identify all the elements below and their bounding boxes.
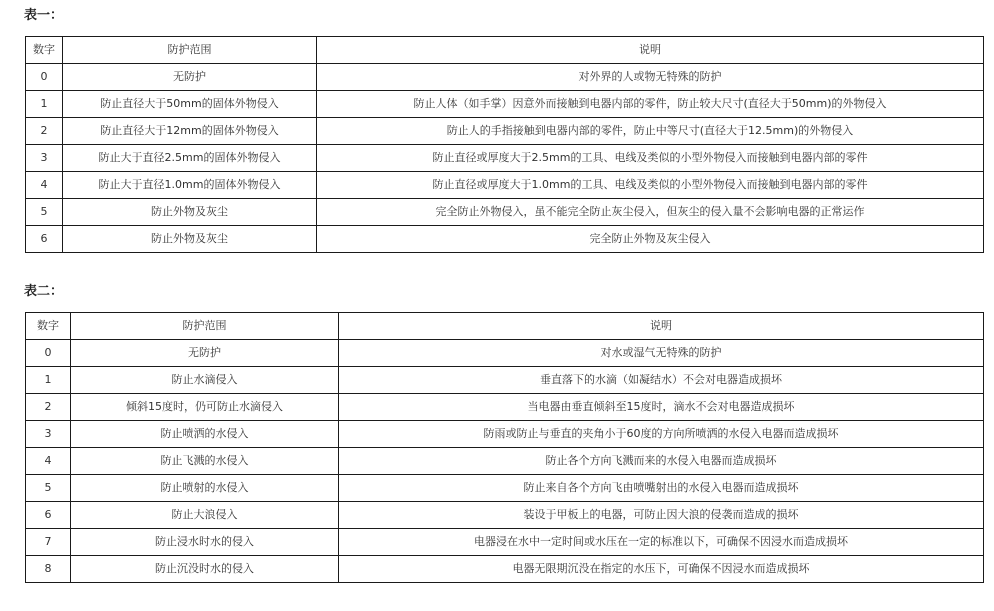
cell-scope: 倾斜15度时，仍可防止水滴侵入 [71, 394, 339, 421]
table-row [26, 448, 984, 475]
header-scope: 防护范围 [71, 313, 339, 340]
cell-num: 4 [26, 448, 71, 475]
header-num: 数字 [26, 37, 63, 64]
table-row [26, 502, 984, 529]
cell-num: 6 [26, 502, 71, 529]
cell-desc: 完全防止外物侵入，虽不能完全防止灰尘侵入，但灰尘的侵入量不会影响电器的正常运作 [317, 199, 984, 226]
table-row [26, 64, 984, 91]
cell-scope: 防止直径大于12mm的固体外物侵入 [63, 118, 317, 145]
header-desc: 说明 [317, 37, 984, 64]
dust-protection-table [25, 36, 984, 253]
cell-scope: 防止沉没时水的侵入 [71, 556, 339, 583]
cell-desc: 电器无限期沉没在指定的水压下，可确保不因浸水而造成损坏 [339, 556, 984, 583]
cell-num: 5 [26, 199, 63, 226]
cell-desc: 当电器由垂直倾斜至15度时，滴水不会对电器造成损坏 [339, 394, 984, 421]
table-row [26, 475, 984, 502]
cell-scope: 无防护 [63, 64, 317, 91]
table-row [26, 199, 984, 226]
table1-title: 表一： [24, 8, 64, 23]
cell-scope: 防止外物及灰尘 [63, 226, 317, 253]
cell-num: 1 [26, 367, 71, 394]
cell-desc: 防雨或防止与垂直的夹角小于60度的方向所喷洒的水侵入电器而造成损坏 [339, 421, 984, 448]
table-row [26, 394, 984, 421]
cell-desc: 垂直落下的水滴（如凝结水）不会对电器造成损坏 [339, 367, 984, 394]
cell-scope: 防止水滴侵入 [71, 367, 339, 394]
cell-scope: 防止飞溅的水侵入 [71, 448, 339, 475]
cell-scope: 无防护 [71, 340, 339, 367]
cell-num: 8 [26, 556, 71, 583]
header-scope: 防护范围 [63, 37, 317, 64]
cell-desc: 防止各个方向飞溅而来的水侵入电器而造成损坏 [339, 448, 984, 475]
cell-num: 3 [26, 145, 63, 172]
cell-num: 2 [26, 118, 63, 145]
cell-num: 2 [26, 394, 71, 421]
cell-desc: 防止直径或厚度大于1.0mm的工具、电线及类似的小型外物侵入而接触到电器内部的零件 [317, 172, 984, 199]
cell-scope: 防止直径大于50mm的固体外物侵入 [63, 91, 317, 118]
cell-scope: 防止喷洒的水侵入 [71, 421, 339, 448]
cell-scope: 防止大于直径1.0mm的固体外物侵入 [63, 172, 317, 199]
table-row [26, 367, 984, 394]
cell-scope: 防止大于直径2.5mm的固体外物侵入 [63, 145, 317, 172]
table1-body [26, 64, 984, 253]
table-header-row [26, 313, 984, 340]
cell-desc: 防止人体（如手掌）因意外而接触到电器内部的零件，防止较大尺寸(直径大于50mm)的外物侵入 [317, 91, 984, 118]
cell-desc: 对水或湿气无特殊的防护 [339, 340, 984, 367]
cell-num: 5 [26, 475, 71, 502]
cell-scope: 防止喷射的水侵入 [71, 475, 339, 502]
table-row [26, 556, 984, 583]
table2-title: 表二： [24, 284, 64, 299]
table-row [26, 91, 984, 118]
cell-num: 6 [26, 226, 63, 253]
table-row [26, 421, 984, 448]
cell-desc: 装设于甲板上的电器，可防止因大浪的侵袭而造成的损坏 [339, 502, 984, 529]
table-row [26, 226, 984, 253]
cell-num: 3 [26, 421, 71, 448]
header-num: 数字 [26, 313, 71, 340]
table-row [26, 529, 984, 556]
table-row [26, 172, 984, 199]
table-row [26, 118, 984, 145]
cell-desc: 对外界的人或物无特殊的防护 [317, 64, 984, 91]
cell-desc: 完全防止外物及灰尘侵入 [317, 226, 984, 253]
cell-num: 0 [26, 64, 63, 91]
cell-desc: 防止人的手指接触到电器内部的零件，防止中等尺寸(直径大于12.5mm)的外物侵入 [317, 118, 984, 145]
cell-num: 0 [26, 340, 71, 367]
cell-scope: 防止浸水时水的侵入 [71, 529, 339, 556]
table2-body [26, 340, 984, 583]
cell-num: 1 [26, 91, 63, 118]
cell-num: 4 [26, 172, 63, 199]
table-header-row [26, 37, 984, 64]
water-protection-table [25, 312, 984, 583]
cell-desc: 防止来自各个方向飞由喷嘴射出的水侵入电器而造成损坏 [339, 475, 984, 502]
cell-scope: 防止大浪侵入 [71, 502, 339, 529]
cell-desc: 电器浸在水中一定时间或水压在一定的标准以下，可确保不因浸水而造成损坏 [339, 529, 984, 556]
cell-desc: 防止直径或厚度大于2.5mm的工具、电线及类似的小型外物侵入而接触到电器内部的零件 [317, 145, 984, 172]
table-row [26, 145, 984, 172]
cell-num: 7 [26, 529, 71, 556]
header-desc: 说明 [339, 313, 984, 340]
cell-scope: 防止外物及灰尘 [63, 199, 317, 226]
table-row [26, 340, 984, 367]
